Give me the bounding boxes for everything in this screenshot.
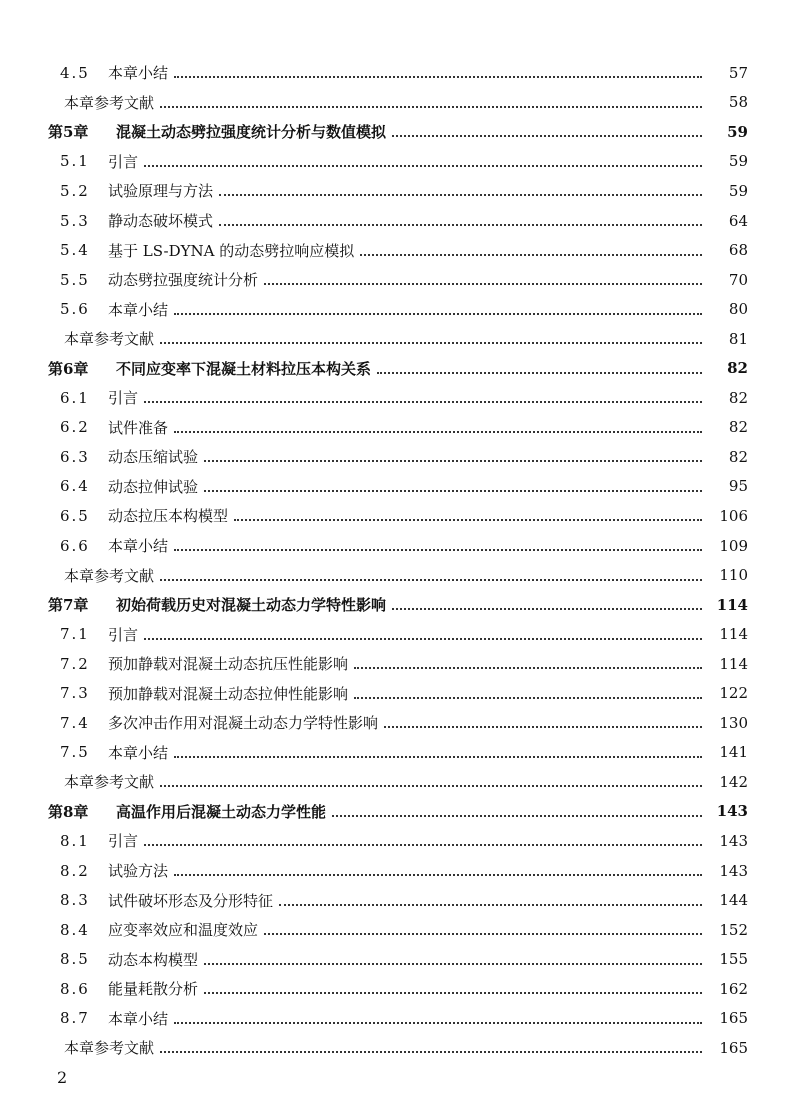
dot-leader bbox=[264, 282, 702, 285]
toc-section-entry[interactable] bbox=[0, 678, 790, 708]
toc-chapter-entry[interactable] bbox=[0, 117, 790, 147]
toc-entry-title: 基于 LS-DYNA 的动态劈拉响应模拟 bbox=[108, 241, 355, 260]
toc-entry-title: 引言 bbox=[108, 389, 139, 408]
toc-entry-title: 本章小结 bbox=[108, 743, 169, 762]
toc-entry-title: 高温作用后混凝土动态力学性能 bbox=[116, 802, 327, 821]
toc-entry-page: 141 bbox=[719, 743, 748, 762]
toc-entry-title: 本章参考文献 bbox=[64, 1039, 155, 1058]
dot-leader bbox=[144, 637, 702, 640]
toc-entry-title: 试件准备 bbox=[108, 418, 169, 437]
toc-entry-title: 预加静载对混凝土动态拉伸性能影响 bbox=[108, 684, 349, 703]
toc-entry-number: 7.1 bbox=[60, 625, 90, 644]
toc-entry-number: 6.2 bbox=[60, 418, 90, 437]
dot-leader bbox=[360, 253, 702, 256]
toc-entry-title: 不同应变率下混凝土材料拉压本构关系 bbox=[116, 359, 372, 378]
toc-entry-page: 143 bbox=[716, 802, 748, 821]
toc-section-entry[interactable] bbox=[0, 974, 790, 1004]
dot-leader bbox=[219, 223, 702, 226]
toc-entry-page: 152 bbox=[719, 920, 748, 939]
dot-leader bbox=[354, 696, 702, 699]
toc-section-entry[interactable] bbox=[0, 531, 790, 561]
toc-entry-number: 6.3 bbox=[60, 447, 90, 466]
dot-leader bbox=[160, 784, 702, 787]
toc-entry-number: 5.2 bbox=[60, 181, 90, 200]
dot-leader bbox=[354, 666, 702, 669]
toc-entry-title: 预加静载对混凝土动态抗压性能影响 bbox=[108, 655, 349, 674]
toc-entry-number: 8.5 bbox=[60, 950, 90, 969]
toc-section-entry[interactable] bbox=[0, 1004, 790, 1034]
toc-section-entry[interactable] bbox=[0, 383, 790, 413]
toc-section-entry[interactable] bbox=[0, 738, 790, 768]
dot-leader bbox=[377, 371, 702, 374]
toc-entry-title: 本章小结 bbox=[108, 64, 169, 83]
toc-entry-page: 130 bbox=[719, 713, 748, 732]
toc-entry-page: 155 bbox=[719, 950, 748, 969]
toc-entry-number: 8.4 bbox=[60, 920, 90, 939]
toc-entry-title: 本章参考文献 bbox=[64, 93, 155, 112]
toc-entry-title: 初始荷载历史对混凝土动态力学特性影响 bbox=[116, 596, 387, 615]
toc-entry-page: 82 bbox=[727, 359, 748, 378]
toc-section-entry[interactable] bbox=[0, 235, 790, 265]
toc-entry-number: 7.2 bbox=[60, 654, 90, 673]
toc-entry-title: 引言 bbox=[108, 832, 139, 851]
toc-section-entry[interactable] bbox=[0, 708, 790, 738]
toc-entry-page: 143 bbox=[719, 831, 748, 850]
toc-entry-title: 本章小结 bbox=[108, 1009, 169, 1028]
toc-entry-page: 165 bbox=[719, 1009, 748, 1028]
dot-leader bbox=[144, 843, 702, 846]
toc-entry-page: 165 bbox=[719, 1038, 748, 1057]
toc-entry-title: 试件破坏形态及分形特征 bbox=[108, 891, 274, 910]
toc-entry-number: 第8章 bbox=[48, 802, 89, 821]
toc-entry-number: 8.1 bbox=[60, 831, 90, 850]
toc-entry-page: 70 bbox=[728, 270, 748, 289]
toc-entry-title: 应变率效应和温度效应 bbox=[108, 921, 259, 940]
toc-entry-number: 6.4 bbox=[60, 477, 90, 496]
toc-entry-number: 6.6 bbox=[60, 536, 90, 555]
toc-entry-page: 82 bbox=[728, 418, 748, 437]
dot-leader bbox=[174, 548, 702, 551]
toc-entry-page: 64 bbox=[728, 211, 748, 230]
toc-entry-number: 5.3 bbox=[60, 211, 90, 230]
dot-leader bbox=[204, 489, 702, 492]
toc-chapter-entry[interactable] bbox=[0, 590, 790, 620]
toc-entry-page: 68 bbox=[728, 241, 748, 260]
toc-entry-page: 59 bbox=[728, 181, 748, 200]
toc-entry-number: 第7章 bbox=[48, 596, 89, 615]
dot-leader bbox=[160, 105, 702, 108]
toc-entry-page: 143 bbox=[719, 861, 748, 880]
dot-leader bbox=[204, 991, 702, 994]
dot-leader bbox=[204, 962, 702, 965]
toc-entry-title: 本章参考文献 bbox=[64, 330, 155, 349]
toc-entry-title: 多次冲击作用对混凝土动态力学特性影响 bbox=[108, 714, 379, 733]
toc-section-entry[interactable] bbox=[0, 206, 790, 236]
toc-entry-page: 142 bbox=[719, 772, 748, 791]
dot-leader bbox=[144, 164, 702, 167]
toc-section-entry[interactable] bbox=[0, 649, 790, 679]
table-of-contents bbox=[0, 58, 790, 1063]
dot-leader bbox=[174, 312, 702, 315]
dot-leader bbox=[234, 518, 702, 521]
toc-entry-title: 引言 bbox=[108, 625, 139, 644]
toc-entry-page: 114 bbox=[719, 625, 748, 644]
dot-leader bbox=[264, 932, 702, 935]
dot-leader bbox=[174, 755, 702, 758]
toc-entry-number: 8.7 bbox=[60, 1009, 90, 1028]
toc-section-entry[interactable] bbox=[0, 944, 790, 974]
toc-section-entry[interactable] bbox=[0, 619, 790, 649]
toc-entry-title: 动态拉伸试验 bbox=[108, 477, 199, 496]
toc-entry-title: 引言 bbox=[108, 152, 139, 171]
toc-entry-page: 95 bbox=[728, 477, 748, 496]
toc-entry-number: 6.5 bbox=[60, 506, 90, 525]
dot-leader bbox=[174, 75, 702, 78]
dot-leader bbox=[219, 193, 702, 196]
toc-entry-page: 59 bbox=[728, 152, 748, 171]
toc-entry-number: 8.3 bbox=[60, 891, 90, 910]
dot-leader bbox=[332, 814, 702, 817]
toc-chapter-entry[interactable] bbox=[0, 797, 790, 827]
toc-section-entry[interactable] bbox=[0, 265, 790, 295]
toc-entry-page: 57 bbox=[728, 63, 748, 82]
toc-section-entry[interactable] bbox=[0, 915, 790, 945]
toc-entry-number: 7.4 bbox=[60, 713, 90, 732]
toc-entry-title: 本章小结 bbox=[108, 537, 169, 556]
toc-entry-number: 8.6 bbox=[60, 979, 90, 998]
toc-section-entry[interactable] bbox=[0, 826, 790, 856]
dot-leader bbox=[144, 400, 702, 403]
toc-entry-page: 82 bbox=[728, 447, 748, 466]
toc-entry-page: 81 bbox=[728, 329, 748, 348]
toc-section-entry[interactable] bbox=[0, 294, 790, 324]
toc-entry-page: 110 bbox=[719, 566, 748, 585]
toc-entry-page: 106 bbox=[719, 506, 748, 525]
toc-entry-page: 144 bbox=[719, 891, 748, 910]
toc-entry-title: 试验方法 bbox=[108, 862, 169, 881]
toc-entry-title: 静动态破坏模式 bbox=[108, 212, 214, 230]
toc-entry-title: 动态劈拉强度统计分析 bbox=[108, 271, 259, 290]
toc-entry-page: 122 bbox=[719, 684, 748, 703]
toc-entry-title: 本章参考文献 bbox=[64, 773, 155, 792]
toc-entry-number: 5.1 bbox=[60, 152, 90, 171]
toc-section-entry[interactable] bbox=[0, 413, 790, 443]
dot-leader bbox=[160, 341, 702, 344]
toc-entry-title: 动态拉压本构模型 bbox=[108, 507, 229, 526]
toc-section-entry[interactable] bbox=[0, 58, 790, 88]
toc-entry-page: 162 bbox=[719, 979, 748, 998]
toc-entry-title: 试验原理与方法 bbox=[108, 182, 214, 201]
toc-entry-page: 82 bbox=[728, 388, 748, 407]
toc-entry-number: 7.3 bbox=[60, 684, 90, 703]
dot-leader bbox=[160, 1050, 702, 1053]
toc-entry-number: 4.5 bbox=[60, 63, 90, 82]
toc-entry-page: 114 bbox=[719, 654, 748, 673]
toc-references-entry[interactable] bbox=[0, 767, 790, 797]
page-number: 2 bbox=[57, 1068, 68, 1087]
toc-entry-title: 混凝土动态劈拉强度统计分析与数值模拟 bbox=[116, 123, 387, 142]
toc-entry-number: 8.2 bbox=[60, 861, 90, 880]
dot-leader bbox=[204, 459, 702, 462]
toc-entry-number: 第6章 bbox=[48, 359, 89, 378]
toc-entry-number: 5.4 bbox=[60, 241, 90, 260]
toc-entry-title: 动态本构模型 bbox=[108, 950, 199, 969]
dot-leader bbox=[160, 578, 702, 581]
dot-leader bbox=[392, 607, 702, 610]
toc-entry-number: 7.5 bbox=[60, 743, 90, 762]
toc-section-entry[interactable] bbox=[0, 856, 790, 886]
toc-section-entry[interactable] bbox=[0, 442, 790, 472]
toc-references-entry[interactable] bbox=[0, 560, 790, 590]
toc-entry-title: 本章小结 bbox=[108, 300, 169, 319]
toc-entry-title: 本章参考文献 bbox=[64, 566, 155, 585]
dot-leader bbox=[279, 903, 702, 906]
toc-entry-number: 5.6 bbox=[60, 300, 90, 319]
toc-references-entry[interactable] bbox=[0, 88, 790, 118]
toc-entry-number: 5.5 bbox=[60, 270, 90, 289]
dot-leader bbox=[174, 430, 702, 433]
toc-entry-number: 6.1 bbox=[60, 388, 90, 407]
toc-entry-page: 59 bbox=[727, 122, 748, 141]
dot-leader bbox=[174, 873, 702, 876]
toc-section-entry[interactable] bbox=[0, 885, 790, 915]
dot-leader bbox=[384, 725, 702, 728]
toc-entry-page: 80 bbox=[728, 300, 748, 319]
toc-entry-title: 能量耗散分析 bbox=[108, 980, 199, 999]
toc-section-entry[interactable] bbox=[0, 501, 790, 531]
toc-references-entry[interactable] bbox=[0, 324, 790, 354]
dot-leader bbox=[174, 1021, 702, 1024]
toc-entry-page: 114 bbox=[716, 595, 748, 614]
toc-entry-page: 109 bbox=[719, 536, 748, 555]
dot-leader bbox=[392, 134, 702, 137]
toc-references-entry[interactable] bbox=[0, 1033, 790, 1063]
toc-entry-title: 动态压缩试验 bbox=[108, 448, 199, 467]
toc-section-entry[interactable] bbox=[0, 472, 790, 502]
toc-section-entry[interactable] bbox=[0, 147, 790, 177]
toc-entry-number: 第5章 bbox=[48, 123, 89, 142]
toc-entry-page: 58 bbox=[728, 93, 748, 112]
toc-section-entry[interactable] bbox=[0, 176, 790, 206]
toc-chapter-entry[interactable] bbox=[0, 353, 790, 383]
